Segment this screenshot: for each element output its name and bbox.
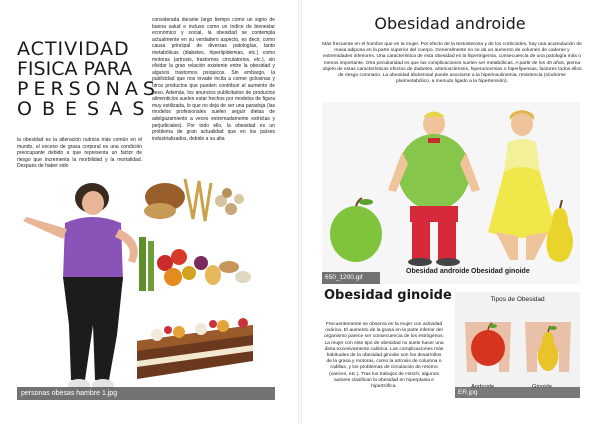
photo-caption: personas obesas hambre 1.jpg xyxy=(17,387,275,400)
label-ginoide: Obesidad ginoide xyxy=(471,268,530,275)
tipos-illustration xyxy=(455,292,580,398)
intro-paragraph: la obesidad es la alteración nutricia más común en el mundo, el exceso de grasa corporal es una condición preocupante debido a que representa un factor de riesgo que incrementa la morbilidad y la mortalidad. Después de haber sido xyxy=(17,137,142,170)
collage-photo xyxy=(17,175,275,400)
main-title xyxy=(17,38,160,120)
body-types-figure xyxy=(322,102,580,284)
collage-illustration xyxy=(17,175,275,400)
right-page xyxy=(300,0,600,424)
tipos-title: Tipos de Obesidad xyxy=(490,296,545,303)
title-line-3: PERSONAS xyxy=(17,78,160,100)
label-android: Obesidad androide xyxy=(406,268,470,275)
body-types-illustration xyxy=(322,102,580,284)
ginoide-title: Obesidad ginoide xyxy=(324,288,452,303)
title-line-4: OBESAS xyxy=(17,98,155,120)
title-line-2: FISICA PARA xyxy=(17,58,133,80)
figure-caption: 650_1200.gif xyxy=(322,272,380,284)
title-line-1: ACTIVIDAD xyxy=(17,38,130,60)
android-paragraph: Más frecuente en el hombre que en la mujer. Por efecto de la testosterona y de los corticoides, hay una acumulación de masa adiposa en la parte superior del cuerpo. Generalmente no se da un aumento de volumen de caderas y extremidades inferiores. Una característica de esta obesidad es la hipertrigemia, consecuencia de una patología más o menos importante. Otra peculiaridad es que las complicaciones suelen ser metabólicas. A partir de los 40 años, pierna objeto de estas características efectos de diabetes, arteriosclerosis, hiperuricemias o hiperlipemias, factores todos ellos de riesgo coronario. La obesidad abdominal puede asociarse a la hiperinsulinemia, resistencia (síndrome plurimetabólico, a menudo ligado a la hipertensión). xyxy=(322,42,582,85)
tipos-caption: ER.jpg xyxy=(455,387,580,398)
android-title: Obesidad androide xyxy=(374,14,526,33)
tipos-figure xyxy=(455,292,580,398)
body-paragraph: considerada durante largo tiempo como un signo de buena salud e incluso como un índice de bienestar económico y social, la obesidad se contempla actualmente en su verdadero aspecto, es decir, como causa principal de diversas patologías, tanto metabólicas (diabetes, hiperlipidemias, etc.) como motoras (artrosis, trastornos circulatorios, etc.), sin olvidar la gran relación existente entre la obesidad y algunos trastornos psíquicos. Sin embargo, la publicidad que nos invade incita a comer golosinas y otros productos que pueden contribuir al aumento de peso. Además, los anuncios publicitarios de productos alimenticios suelen estar hechos por modelos de figura muy estilizada, lo que no deja de ser una paradoja (las modelos profesionales suelen seguir dietas de adelgazamiento a veces extremadamente estrictas y perjudiciales). Por todo ello, la obesidad es un problema de gran actualidad que en los países industrializados, debido a su alta xyxy=(152,17,275,142)
ginoide-paragraph: Frecuentemente se observa en la mujer con actividad ovárica. El aumento de la grasa en la parte inferior del organismo parece ser consecuencia de los estrógenos. La mujer con este tipo de obesidad no suele hacer una dieta excesivamente calórica. Las complicaciones más habituales de la obesidad ginoide son los desarrollos de la grasa y motoras, como la artrosis de columna o rodillas, y los problemas de circulación de retorno (varices, etc.). Tras los trabajos de Hirsch, algunos autores clasifican la obesidad en hiperplasia e hipertrófica. xyxy=(324,322,444,390)
